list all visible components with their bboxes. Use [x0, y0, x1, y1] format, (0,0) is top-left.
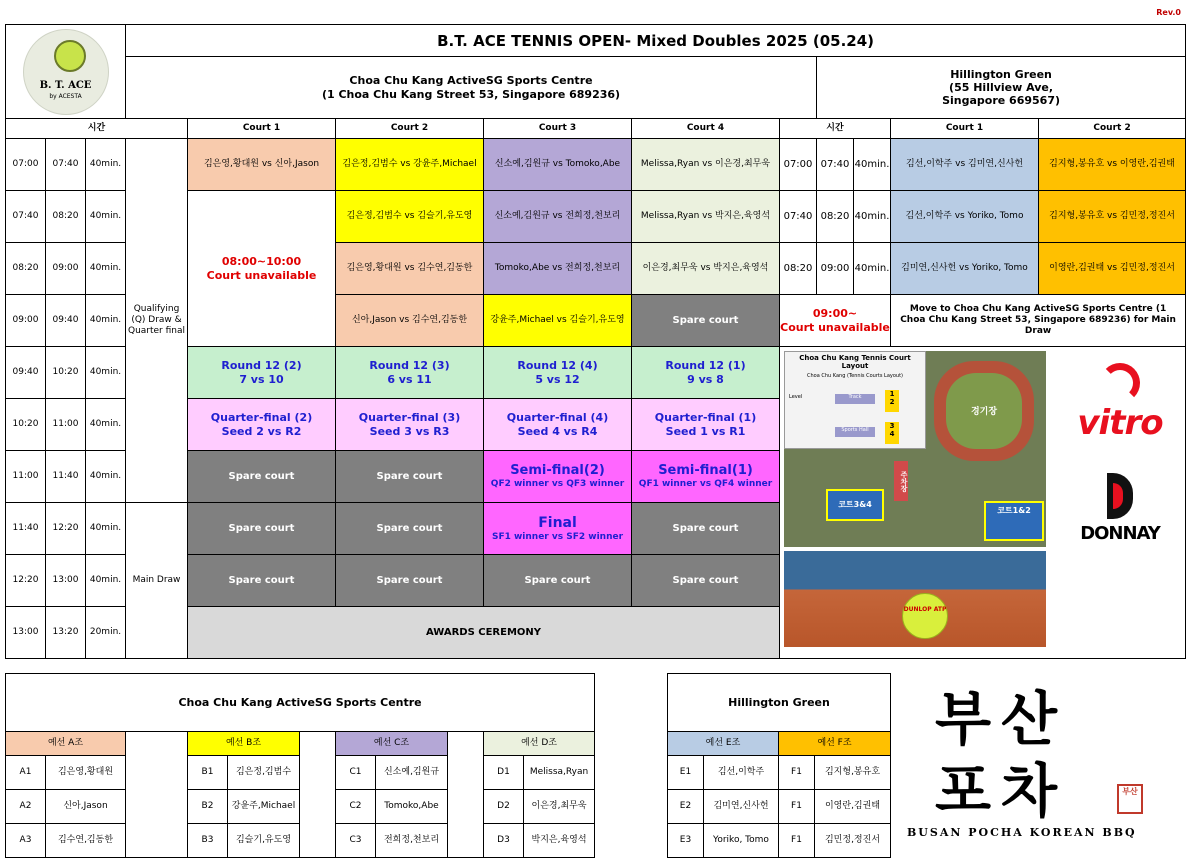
header-court-1: Court 1 — [188, 119, 336, 139]
stage-qualifying: Qualifying (Q) Draw & Quarter final — [126, 139, 188, 503]
final-cell — [484, 503, 632, 555]
vitro-logo — [1060, 363, 1180, 453]
time-duration: 40min. — [86, 295, 126, 347]
qf-title: Quarter-final (4) — [506, 411, 609, 425]
header-time: 시간 — [6, 119, 188, 139]
time-duration: 40min. — [86, 451, 126, 503]
busan-pocha-logo — [905, 672, 1175, 852]
map-and-sponsors — [780, 347, 1186, 659]
move-notice: Move to Choa Chu Kang ActiveSG Sports Centre (1 Choa Chu Kang Street 53, Singapore 689236) for Main Draw — [891, 295, 1186, 347]
match-cell: 신아,Jason vs 김수연,김동한 — [336, 295, 484, 347]
time-end: 07:40 — [817, 139, 854, 191]
round12-cell — [632, 347, 780, 399]
group-b-header: 예선 B조 — [188, 732, 300, 756]
seed-code: A3 — [6, 824, 46, 858]
spare-court: Spare court — [632, 503, 780, 555]
match-cell: 김은정,김범수 vs 김슬기,유도영 — [336, 191, 484, 243]
match-cell: 김지형,봉유호 vs 이영란,김권태 — [1039, 139, 1186, 191]
header-court-4: Court 4 — [632, 119, 780, 139]
venue-2-name: Hillington Green — [950, 67, 1052, 81]
seed-code: F1 — [779, 790, 815, 824]
tennis-ball-icon — [902, 593, 948, 639]
time-start: 08:20 — [6, 243, 46, 295]
time-end: 11:00 — [46, 399, 86, 451]
seed-code: A1 — [6, 756, 46, 790]
time-end: 08:20 — [46, 191, 86, 243]
level-label: Level — [789, 394, 803, 400]
time-start: 12:20 — [6, 555, 46, 607]
court-3-4-label: 코트3&4 — [826, 489, 884, 521]
time-duration: 40min. — [854, 243, 891, 295]
seed-code: F1 — [779, 756, 815, 790]
team-name: 김민정,정진서 — [815, 824, 891, 858]
seed-code: F1 — [779, 824, 815, 858]
header-court-2: Court 2 — [336, 119, 484, 139]
time-end: 07:40 — [46, 139, 86, 191]
vitro-swoosh-icon — [1100, 363, 1140, 403]
team-name: 김수연,김동한 — [46, 824, 126, 858]
group-c-header: 예선 C조 — [336, 732, 448, 756]
time-start: 11:00 — [6, 451, 46, 503]
quarterfinal-cell — [336, 399, 484, 451]
time-start: 13:00 — [6, 607, 46, 659]
quarterfinal-cell — [188, 399, 336, 451]
seed-code: C2 — [336, 790, 376, 824]
tennis-court-photo — [784, 551, 1046, 647]
donnay-logo — [1060, 473, 1180, 553]
venue-1-address: (1 Choa Chu Kang Street 53, Singapore 689236) — [321, 87, 621, 101]
team-name: 김지형,봉유호 — [815, 756, 891, 790]
stadium-label: 경기장 — [946, 373, 1022, 449]
team-name: 김은정,김범수 — [228, 756, 300, 790]
time-duration: 40min. — [86, 243, 126, 295]
qf-title: Quarter-final (2) — [210, 411, 313, 425]
group-d-header: 예선 D조 — [484, 732, 595, 756]
match-cell: 김선,이학주 vs Yoriko, Tomo — [891, 191, 1039, 243]
team-name: Tomoko,Abe — [376, 790, 448, 824]
round-title: Round 12 (4) — [517, 359, 598, 373]
group-f-header: 예선 F조 — [779, 732, 891, 756]
donnay-mark-icon — [1107, 473, 1133, 519]
spare-court: Spare court — [336, 555, 484, 607]
map-title: Choa Chu Kang Tennis Court Layout — [799, 354, 911, 371]
track-field — [934, 361, 1034, 461]
round-sub: 6 vs 11 — [387, 372, 432, 386]
team-name: Yoriko, Tomo — [704, 824, 779, 858]
qf-sub: Seed 2 vs R2 — [221, 424, 302, 438]
time-end: 10:20 — [46, 347, 86, 399]
round-sub: 7 vs 10 — [239, 372, 284, 386]
sponsor-subtitle: BUSAN POCHA KOREAN BBQ — [907, 826, 1137, 839]
court-map-image — [784, 351, 1046, 547]
qf-title: Quarter-final (3) — [358, 411, 461, 425]
unavailable-text: Court unavailable — [206, 268, 317, 282]
spare-court: Spare court — [632, 555, 780, 607]
time-duration: 40min. — [854, 139, 891, 191]
match-cell: 강윤주,Michael vs 김슬기,유도영 — [484, 295, 632, 347]
logo-text: B. T. ACE — [39, 79, 92, 91]
seed-code: B1 — [188, 756, 228, 790]
page-title: B.T. ACE TENNIS OPEN- Mixed Doubles 2025 (05.24) — [126, 25, 1186, 57]
time-duration: 40min. — [86, 347, 126, 399]
court-3-4-marker: 3 4 — [885, 422, 899, 444]
round-sub: 5 vs 12 — [535, 372, 580, 386]
match-cell: Melissa,Ryan vs 박지은,육영석 — [632, 191, 780, 243]
quarterfinal-cell — [632, 399, 780, 451]
court-1-2-marker: 1 2 — [885, 390, 899, 412]
seed-code: E2 — [668, 790, 704, 824]
seed-code: D3 — [484, 824, 524, 858]
seed-code: E1 — [668, 756, 704, 790]
venue-2-address-2: Singapore 669567) — [942, 94, 1061, 108]
team-name: Melissa,Ryan — [524, 756, 595, 790]
team-name: 김미연,신사헌 — [704, 790, 779, 824]
time-end: 11:40 — [46, 451, 86, 503]
time-end: 09:00 — [817, 243, 854, 295]
map-inner-title: Choa Chu Kang (Tennis Courts Layout) — [806, 372, 903, 379]
venue-2 — [817, 57, 1186, 119]
venue-1 — [126, 57, 817, 119]
qf-title: Quarter-final (1) — [654, 411, 757, 425]
qf-sub: Seed 4 vs R4 — [517, 424, 598, 438]
match-cell: 김은영,황대원 vs 신아,Jason — [188, 139, 336, 191]
awards-ceremony: AWARDS CEREMONY — [188, 607, 780, 659]
sponsor-line-1: 부산 — [935, 685, 1068, 753]
seed-code: C1 — [336, 756, 376, 790]
time-start: 07:40 — [780, 191, 817, 243]
time-duration: 40min. — [86, 555, 126, 607]
qf-sub: Seed 1 vs R1 — [665, 424, 746, 438]
round-title: Round 12 (3) — [369, 359, 450, 373]
round12-cell — [188, 347, 336, 399]
match-cell: Melissa,Ryan vs 이은경,최무욱 — [632, 139, 780, 191]
round-sub: 9 vs 8 — [687, 372, 724, 386]
team-name: 박지은,육영석 — [524, 824, 595, 858]
stage-main: Main Draw — [126, 503, 188, 659]
seed-code: A2 — [6, 790, 46, 824]
spare-court: Spare court — [336, 503, 484, 555]
header-hill-court-2: Court 2 — [1039, 119, 1186, 139]
time-start: 07:40 — [6, 191, 46, 243]
time-end: 13:20 — [46, 607, 86, 659]
round-title: Round 12 (2) — [221, 359, 302, 373]
sports-hall-box: Sports Hall — [835, 427, 875, 437]
spare-court: Spare court — [188, 451, 336, 503]
match-cell: Tomoko,Abe vs 전희정,천보리 — [484, 243, 632, 295]
team-name: 신소예,김원규 — [376, 756, 448, 790]
team-name: 강윤주,Michael — [228, 790, 300, 824]
team-name: 김슬기,유도영 — [228, 824, 300, 858]
parking-label: 주차장 — [894, 461, 908, 501]
groups-left-title: Choa Chu Kang ActiveSG Sports Centre — [6, 674, 595, 732]
time-duration: 40min. — [86, 191, 126, 243]
groups-table-right — [667, 673, 891, 858]
revision-label: Rev.0 — [1156, 8, 1181, 17]
time-start: 07:00 — [6, 139, 46, 191]
time-duration: 40min. — [86, 399, 126, 451]
match-cell: 김지형,봉유호 vs 김민정,정진서 — [1039, 191, 1186, 243]
schedule-table — [5, 24, 1186, 659]
group-a-header: 예선 A조 — [6, 732, 126, 756]
seed-code: D1 — [484, 756, 524, 790]
time-end: 09:00 — [46, 243, 86, 295]
seed-code: E3 — [668, 824, 704, 858]
match-cell: 이은경,최무욱 vs 박지은,육영석 — [632, 243, 780, 295]
time-duration: 40min. — [854, 191, 891, 243]
time-start: 11:40 — [6, 503, 46, 555]
venue-2-address-1: (55 Hillview Ave, — [949, 80, 1054, 94]
team-name: 이영란,김권태 — [815, 790, 891, 824]
sponsor-seal-icon: 부산 — [1117, 784, 1143, 814]
court-layout-panel — [784, 351, 926, 449]
time-end: 08:20 — [817, 191, 854, 243]
team-name: 이은경,최무욱 — [524, 790, 595, 824]
match-cell: 김은정,김범수 vs 강윤주,Michael — [336, 139, 484, 191]
venue-1-name: Choa Chu Kang ActiveSG Sports Centre — [349, 74, 593, 88]
team-name: 김은영,황대원 — [46, 756, 126, 790]
team-name: 전희정,천보리 — [376, 824, 448, 858]
court-unavailable-1 — [188, 191, 336, 347]
seed-code: B2 — [188, 790, 228, 824]
seed-code: D2 — [484, 790, 524, 824]
team-name: 김선,이학주 — [704, 756, 779, 790]
time-end: 09:40 — [46, 295, 86, 347]
vitro-text: vitro — [1077, 403, 1163, 443]
qf-sub: Seed 3 vs R3 — [369, 424, 450, 438]
sf-sub: QF1 winner vs QF4 winner — [638, 478, 773, 489]
spare-court: Spare court — [336, 451, 484, 503]
time-start: 09:00 — [6, 295, 46, 347]
time-start: 09:40 — [6, 347, 46, 399]
spare-court: Spare court — [188, 503, 336, 555]
seed-code: C3 — [336, 824, 376, 858]
unavailable-time: 09:00~ — [812, 307, 858, 321]
groups-table-left — [5, 673, 595, 858]
time-start: 07:00 — [780, 139, 817, 191]
round12-cell — [484, 347, 632, 399]
time-duration: 40min. — [86, 503, 126, 555]
match-cell: 이영란,김권태 vs 김민정,정진서 — [1039, 243, 1186, 295]
match-cell: 신소예,김원규 vs Tomoko,Abe — [484, 139, 632, 191]
final-title: Final — [538, 514, 577, 531]
sponsor-line-2: 포차 — [935, 757, 1068, 825]
track-box: Track — [835, 394, 875, 404]
bt-ace-logo — [23, 29, 109, 115]
match-cell: 김미연,신사헌 vs Yoriko, Tomo — [891, 243, 1039, 295]
semifinal-cell — [632, 451, 780, 503]
donnay-text: DONNAY — [1080, 523, 1160, 544]
court-1-2-label: 코트1&2 — [984, 501, 1044, 541]
time-end: 12:20 — [46, 503, 86, 555]
quarterfinal-cell — [484, 399, 632, 451]
match-cell: 신소예,김원규 vs 전희정,천보리 — [484, 191, 632, 243]
time-start: 08:20 — [780, 243, 817, 295]
groups-right-title: Hillington Green — [668, 674, 891, 732]
tennis-ball-icon — [54, 40, 86, 72]
sf-title: Semi-final(2) — [510, 463, 605, 479]
time-start: 10:20 — [6, 399, 46, 451]
logo-subtext: by ACESTA — [49, 92, 82, 100]
spare-court: Spare court — [632, 295, 780, 347]
spare-court: Spare court — [484, 555, 632, 607]
spare-court: Spare court — [188, 555, 336, 607]
logo-cell — [6, 25, 126, 119]
header-time-2: 시간 — [780, 119, 891, 139]
time-duration: 40min. — [86, 139, 126, 191]
sf-title: Semi-final(1) — [658, 463, 753, 479]
unavailable-time: 08:00~10:00 — [221, 255, 302, 269]
match-cell: 김은영,황대원 vs 김수연,김동한 — [336, 243, 484, 295]
final-sub: SF1 winner vs SF2 winner — [491, 531, 624, 542]
header-hill-court-1: Court 1 — [891, 119, 1039, 139]
round-title: Round 12 (1) — [665, 359, 746, 373]
court-unavailable-2 — [780, 295, 891, 347]
group-e-header: 예선 E조 — [668, 732, 779, 756]
sf-sub: QF2 winner vs QF3 winner — [490, 478, 625, 489]
seed-code: B3 — [188, 824, 228, 858]
unavailable-text: Court unavailable — [780, 320, 890, 334]
match-cell: 김선,이학주 vs 김미연,신사헌 — [891, 139, 1039, 191]
header-court-3: Court 3 — [484, 119, 632, 139]
round12-cell — [336, 347, 484, 399]
semifinal-cell — [484, 451, 632, 503]
time-end: 13:00 — [46, 555, 86, 607]
team-name: 신아,Jason — [46, 790, 126, 824]
ball-brand: DUNLOP ATP — [903, 606, 947, 613]
time-duration: 20min. — [86, 607, 126, 659]
